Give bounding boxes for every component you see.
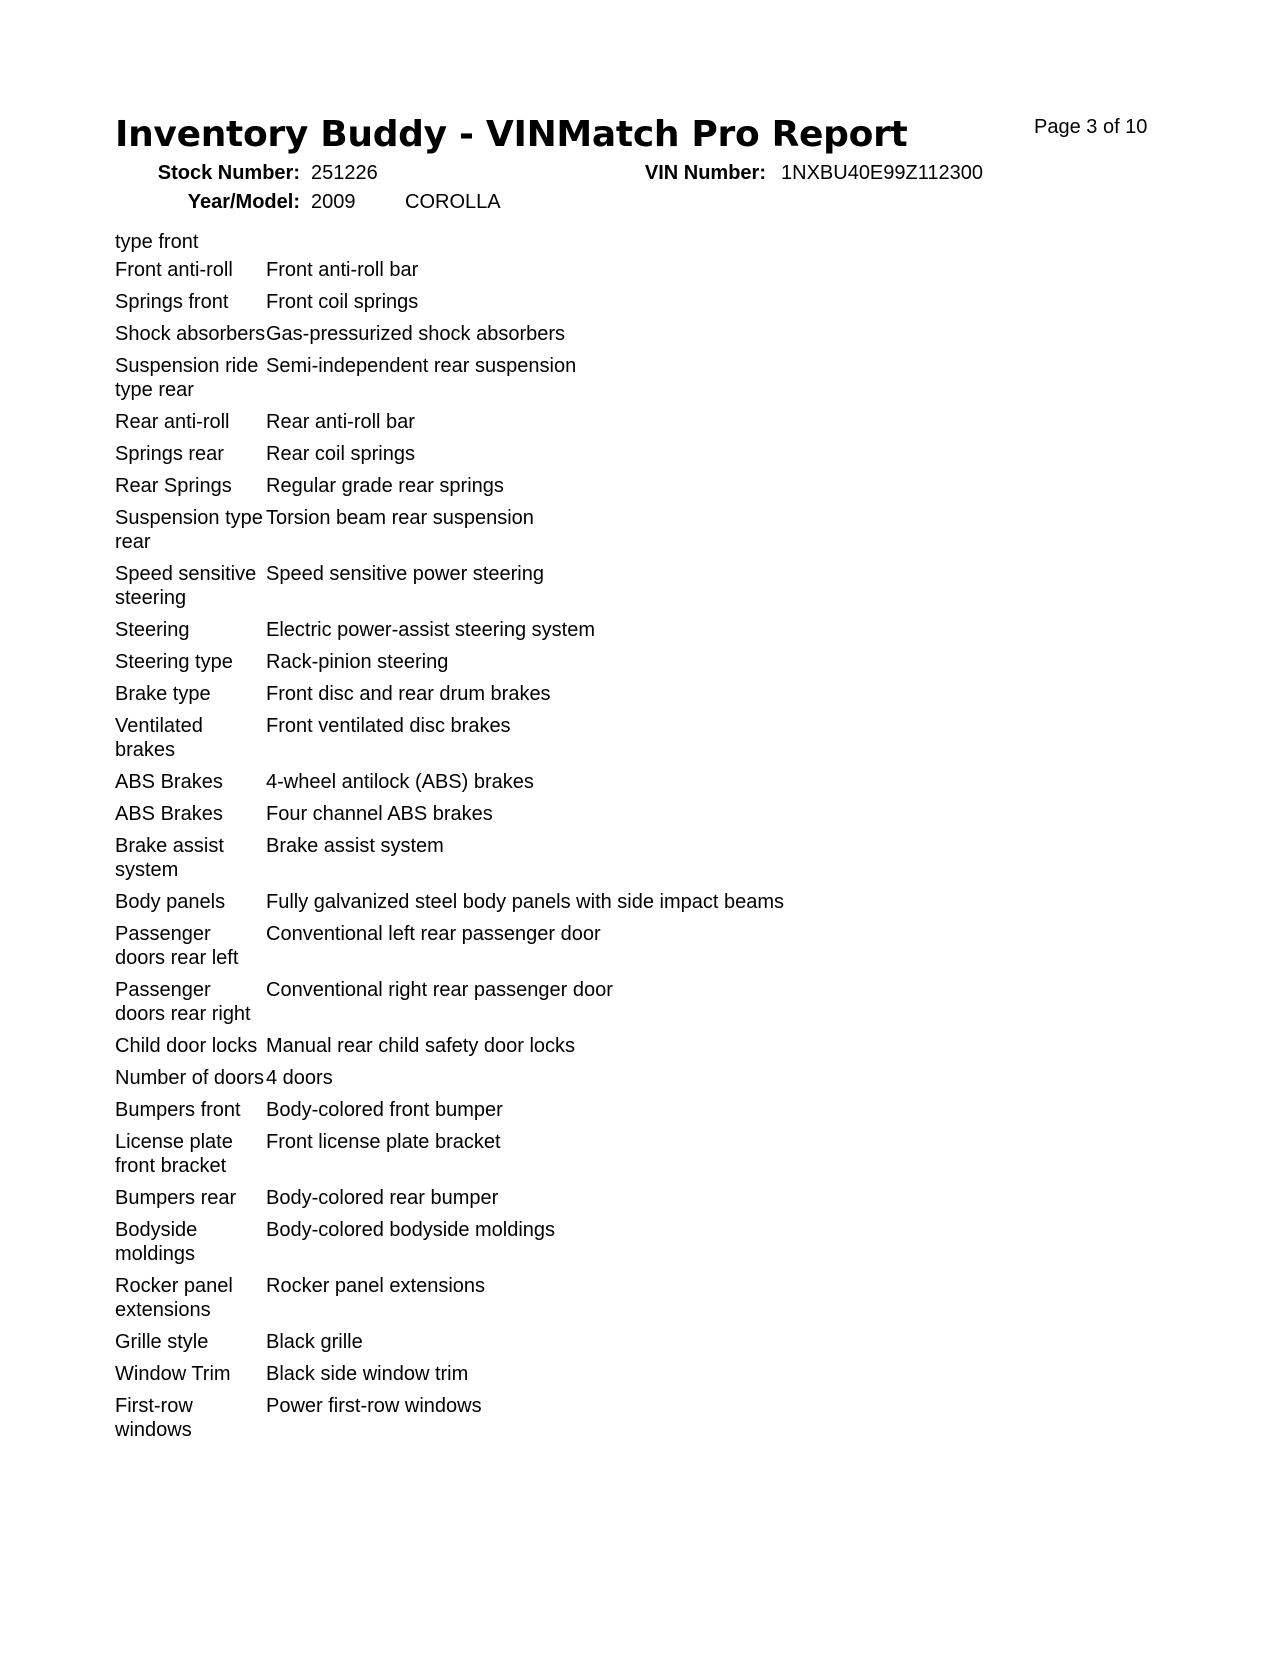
spec-row-carryover	[115, 230, 1015, 254]
spec-row	[115, 1218, 1015, 1266]
spec-value: Body-colored bodyside moldings	[266, 1219, 556, 1241]
spec-rows	[115, 258, 1015, 1442]
spec-value: Speed sensitive power steering	[266, 563, 544, 585]
spec-row	[115, 682, 1015, 706]
spec-value: Four channel ABS brakes	[266, 803, 493, 825]
spec-value: Semi-independent rear suspension	[266, 355, 577, 377]
spec-label: Steering	[115, 619, 190, 641]
spec-value: Brake assist system	[266, 835, 444, 857]
spec-row	[115, 290, 1015, 314]
spec-row	[115, 890, 1015, 914]
spec-row	[115, 354, 1015, 402]
spec-row	[115, 1330, 1015, 1354]
spec-label: Brake assist system	[115, 835, 224, 881]
vin-number-value: 1NXBU40E99Z112300	[781, 162, 983, 184]
spec-value: Black grille	[266, 1331, 363, 1353]
spec-row	[115, 618, 1015, 642]
spec-row	[115, 1186, 1015, 1210]
spec-row	[115, 1034, 1015, 1058]
vin-number-label: VIN Number:	[644, 162, 766, 184]
spec-list	[115, 230, 1015, 1450]
spec-label: Springs rear	[115, 443, 224, 465]
spec-value: Fully galvanized steel body panels with side impact beams	[266, 891, 785, 913]
spec-label: Passenger doors rear left	[115, 923, 239, 969]
spec-label: Bumpers rear	[115, 1187, 237, 1209]
spec-label: Body panels	[115, 891, 226, 913]
spec-label: Number of doors	[115, 1067, 264, 1089]
spec-row	[115, 1362, 1015, 1386]
spec-value: Conventional right rear passenger door	[266, 979, 613, 1001]
spec-row	[115, 258, 1015, 282]
spec-row	[115, 1130, 1015, 1178]
year-model-label: Year/Model:	[187, 191, 300, 213]
spec-label: Passenger doors rear right	[115, 979, 251, 1025]
spec-label: Rear Springs	[115, 475, 232, 497]
spec-label: License plate front bracket	[115, 1131, 233, 1177]
spec-row	[115, 1274, 1015, 1322]
spec-label: type front	[115, 231, 199, 253]
spec-value: Black side window trim	[266, 1363, 469, 1385]
spec-label: Ventilated brakes	[115, 715, 203, 761]
spec-label: Bodyside moldings	[115, 1219, 198, 1265]
spec-label: Speed sensitive steering	[115, 563, 257, 609]
spec-row	[115, 714, 1015, 762]
spec-value: Gas-pressurized shock absorbers	[266, 323, 566, 345]
spec-row	[115, 562, 1015, 610]
spec-row	[115, 650, 1015, 674]
spec-value: Front license plate bracket	[266, 1131, 501, 1153]
spec-label: Springs front	[115, 291, 229, 313]
spec-label: Suspension type rear	[115, 507, 263, 553]
spec-label: Brake type	[115, 683, 211, 705]
model-value: COROLLA	[405, 191, 501, 213]
spec-value: Front coil springs	[266, 291, 419, 313]
spec-row	[115, 474, 1015, 498]
stock-number-label: Stock Number:	[157, 162, 300, 184]
spec-row	[115, 442, 1015, 466]
spec-label: Grille style	[115, 1331, 209, 1353]
spec-label: Shock absorbers	[115, 323, 266, 345]
page-number: Page 3 of 10	[1034, 116, 1148, 138]
spec-value: 4 doors	[266, 1067, 333, 1089]
spec-label: Rear anti-roll	[115, 411, 230, 433]
spec-row	[115, 1098, 1015, 1122]
spec-value: Conventional left rear passenger door	[266, 923, 601, 945]
spec-label: Window Trim	[115, 1363, 231, 1385]
spec-row	[115, 978, 1015, 1026]
spec-label: Child door locks	[115, 1035, 258, 1057]
spec-label: ABS Brakes	[115, 771, 223, 793]
spec-label: Steering type	[115, 651, 233, 673]
spec-value: Body-colored front bumper	[266, 1099, 503, 1121]
spec-value: Electric power-assist steering system	[266, 619, 595, 641]
spec-label: ABS Brakes	[115, 803, 223, 825]
spec-value: Torsion beam rear suspension	[266, 507, 534, 529]
spec-row	[115, 834, 1015, 882]
spec-value: Manual rear child safety door locks	[266, 1035, 576, 1057]
spec-label: Suspension ride type rear	[115, 355, 259, 401]
spec-value: Rear coil springs	[266, 443, 415, 465]
spec-label: Front anti-roll	[115, 259, 233, 281]
spec-value: Body-colored rear bumper	[266, 1187, 499, 1209]
spec-row	[115, 322, 1015, 346]
report-title: Inventory Buddy - VINMatch Pro Report	[115, 114, 908, 155]
spec-label: First-row windows	[115, 1395, 193, 1441]
spec-value: Regular grade rear springs	[266, 475, 504, 497]
spec-value: Front ventilated disc brakes	[266, 715, 511, 737]
spec-value: Rear anti-roll bar	[266, 411, 415, 433]
spec-value: Front disc and rear drum brakes	[266, 683, 551, 705]
spec-label: Rocker panel extensions	[115, 1275, 233, 1321]
spec-row	[115, 410, 1015, 434]
spec-row	[115, 506, 1015, 554]
spec-row	[115, 802, 1015, 826]
spec-value: Rack-pinion steering	[266, 651, 449, 673]
spec-row	[115, 770, 1015, 794]
spec-value: Front anti-roll bar	[266, 259, 419, 281]
year-value: 2009	[311, 191, 356, 213]
spec-value: Power first-row windows	[266, 1395, 482, 1417]
spec-label: Bumpers front	[115, 1099, 241, 1121]
spec-row	[115, 922, 1015, 970]
spec-row	[115, 1394, 1015, 1442]
stock-number-value: 251226	[311, 162, 378, 184]
spec-row	[115, 1066, 1015, 1090]
spec-value: Rocker panel extensions	[266, 1275, 486, 1297]
spec-value: 4-wheel antilock (ABS) brakes	[266, 771, 534, 793]
